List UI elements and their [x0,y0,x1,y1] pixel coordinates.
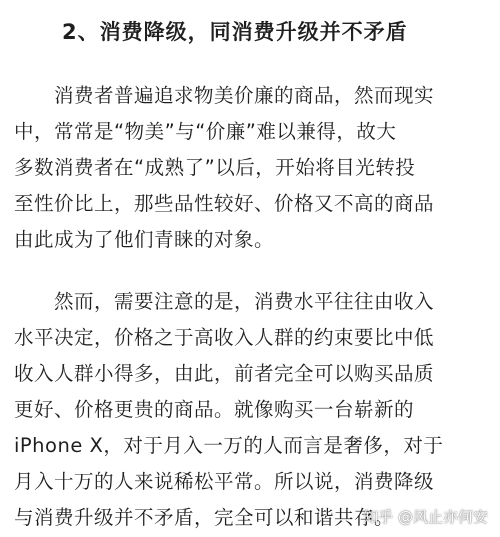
paragraph-line: 中，常常是“物美”与“价廉”难以兼得，故大 [14,120,397,143]
paragraph-line: 然而，需要注意的是，消费水平往往由收入 [14,290,435,313]
paragraph-line: 多数消费者在“成熟了”以后，开始将目光转投 [14,156,416,179]
paragraph-line: 至性价比上，那些品性较好、价格又不高的商品 [14,192,435,215]
zhihu-watermark: 知乎 @风止亦何安 [363,508,488,526]
paragraph-line: iPhone X，对于月入一万的人而言是奢侈，对于 [14,434,444,457]
section-heading: 2、消费降级，同消费升级并不矛盾 [62,20,408,44]
paragraph-line: 消费者普遍追求物美价廉的商品，然而现实 [14,84,435,107]
paragraph-line: 收入人群小得多，由此，前者完全可以购买品质 [14,362,435,385]
paragraph-1 [14,78,488,258]
paragraph-line: 由此成为了他们青睐的对象。 [14,228,275,251]
paragraph-line: 水平决定，价格之于高收入人群的约束要比中低 [14,326,435,349]
paragraph-2 [14,284,488,536]
paragraph-line: 更好、价格更贵的商品。就像购买一台崭新的 [14,398,415,421]
paragraph-line: 月入十万的人来说稀松平常。所以说，消费降级 [14,470,435,493]
paragraph-line: 与消费升级并不矛盾，完全可以和谐共存。 [14,506,395,529]
